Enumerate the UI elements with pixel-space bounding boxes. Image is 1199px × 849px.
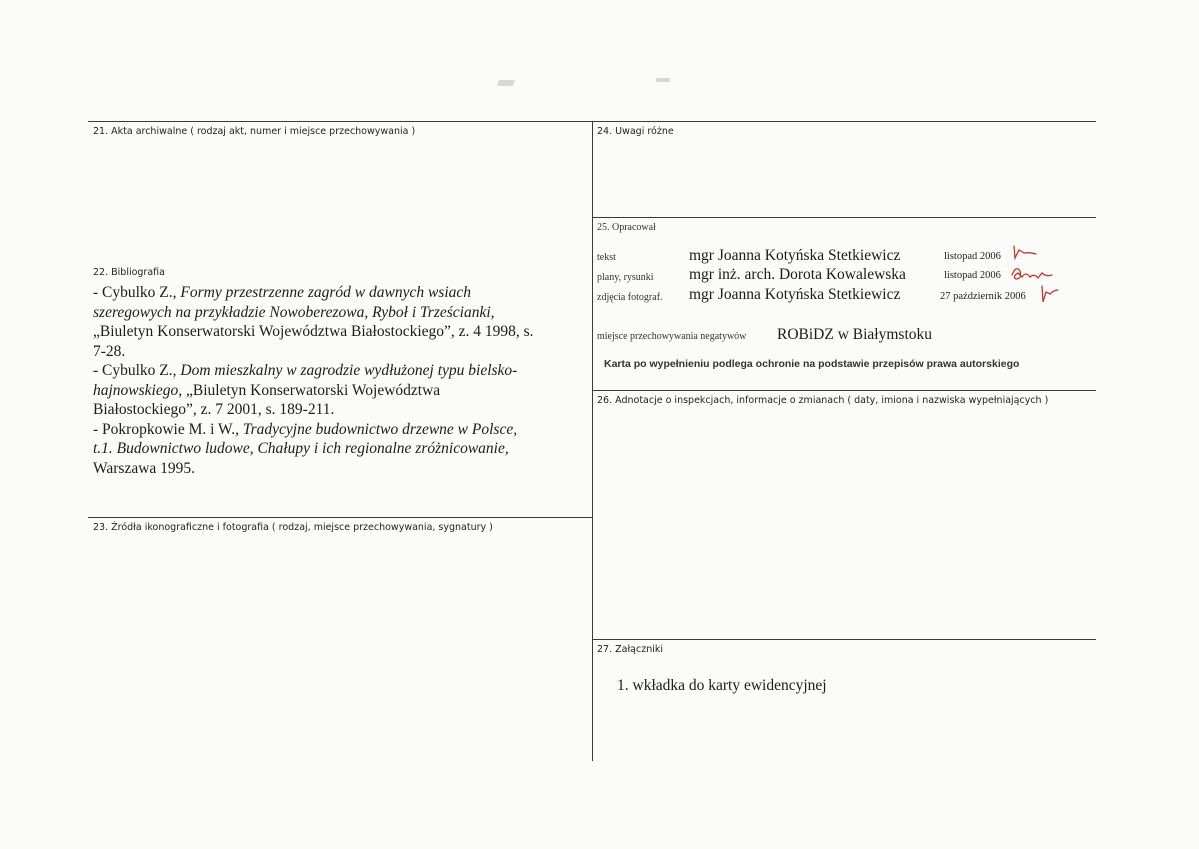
author-date: 27 październik 2006 — [940, 291, 1026, 302]
biblio-source: „Biuletyn Konserwatorski Województwa Białostockiego”, z. 4 1998, s. — [93, 323, 534, 340]
scan-mark — [656, 78, 670, 82]
scan-mark — [497, 80, 515, 86]
copyright-note: Karta po wypełnieniu podlega ochronie na podstawie przepisów prawa autorskiego — [604, 358, 1020, 370]
rule-23 — [88, 517, 593, 518]
author-name: mgr inż. arch. Dorota Kowalewska — [689, 266, 906, 283]
biblio-author: - Cybulko Z., — [93, 362, 181, 379]
rule-top-right — [593, 121, 1096, 122]
negatives-value: ROBiDZ w Białymstoku — [777, 326, 933, 343]
section-23-label: 23. Źródła ikonograficzne i fotografia ( rodzaj, miejsce przechowywania, sygnatury ) — [93, 522, 493, 533]
author-date: listopad 2006 — [944, 270, 1001, 281]
bibliography-entry — [93, 283, 534, 478]
biblio-pages: 7-28. — [93, 342, 126, 360]
section-21-label: 21. Akta archiwalne ( rodzaj akt, numer i miejsce przechowywania ) — [93, 126, 416, 137]
biblio-source: Białostockiego”, z. 7 2001, s. 189-211. — [93, 401, 335, 418]
attachment-item: 1. wkładka do karty ewidencyjnej — [617, 677, 827, 694]
biblio-title: hajnowskiego, — [93, 381, 183, 399]
biblio-source: „Biuletyn Konserwatorski Województwa — [182, 381, 441, 399]
author-name: mgr Joanna Kotyńska Stetkiewicz — [689, 286, 901, 303]
signature-mark — [1036, 284, 1060, 306]
rule-27 — [593, 639, 1096, 640]
rule-top-left — [88, 121, 593, 122]
biblio-title: Formy przestrzenne zagród w dawnych wsiach — [180, 284, 472, 301]
rule-25 — [593, 217, 1096, 218]
signature-mark — [1008, 263, 1054, 285]
role-text: tekst — [597, 252, 616, 263]
section-24-label: 24. Uwagi różne — [597, 126, 674, 137]
section-22-label: 22. Bibliografia — [93, 267, 165, 278]
biblio-title: Dom mieszkalny w zagrodzie wydłużonej typu bielsko- — [180, 362, 518, 379]
section-27-label: 27. Załączniki — [597, 644, 663, 655]
biblio-title: Tradycyjne budownictwo drzewne w Polsce, — [242, 420, 518, 438]
author-date: listopad 2006 — [944, 251, 1001, 262]
biblio-title: t.1. Budownictwo ludowe, Chałupy i ich regionalne zróżnicowanie, — [93, 440, 509, 457]
role-plans: plany, rysunki — [597, 272, 654, 283]
role-photos: zdjęcia fotograf. — [597, 292, 663, 303]
rule-26 — [593, 390, 1096, 391]
biblio-source: Warszawa 1995. — [93, 459, 196, 477]
signature-mark — [1010, 244, 1038, 262]
negatives-label: miejsce przechowywania negatywów — [597, 331, 747, 342]
section-26-label: 26. Adnotacje o inspekcjach, informacje o zmianach ( daty, imiona i nazwiska wypełniających ) — [597, 395, 1049, 406]
biblio-title: szeregowych na przykładzie Nowoberezowa, Ryboł i Trześcianki, — [93, 303, 495, 321]
biblio-author: - Cybulko Z., — [93, 284, 181, 301]
biblio-author: - Pokropkowie M. i W., — [93, 420, 243, 438]
author-name: mgr Joanna Kotyńska Stetkiewicz — [689, 247, 901, 264]
section-25-label: 25. Opracował — [597, 222, 656, 233]
